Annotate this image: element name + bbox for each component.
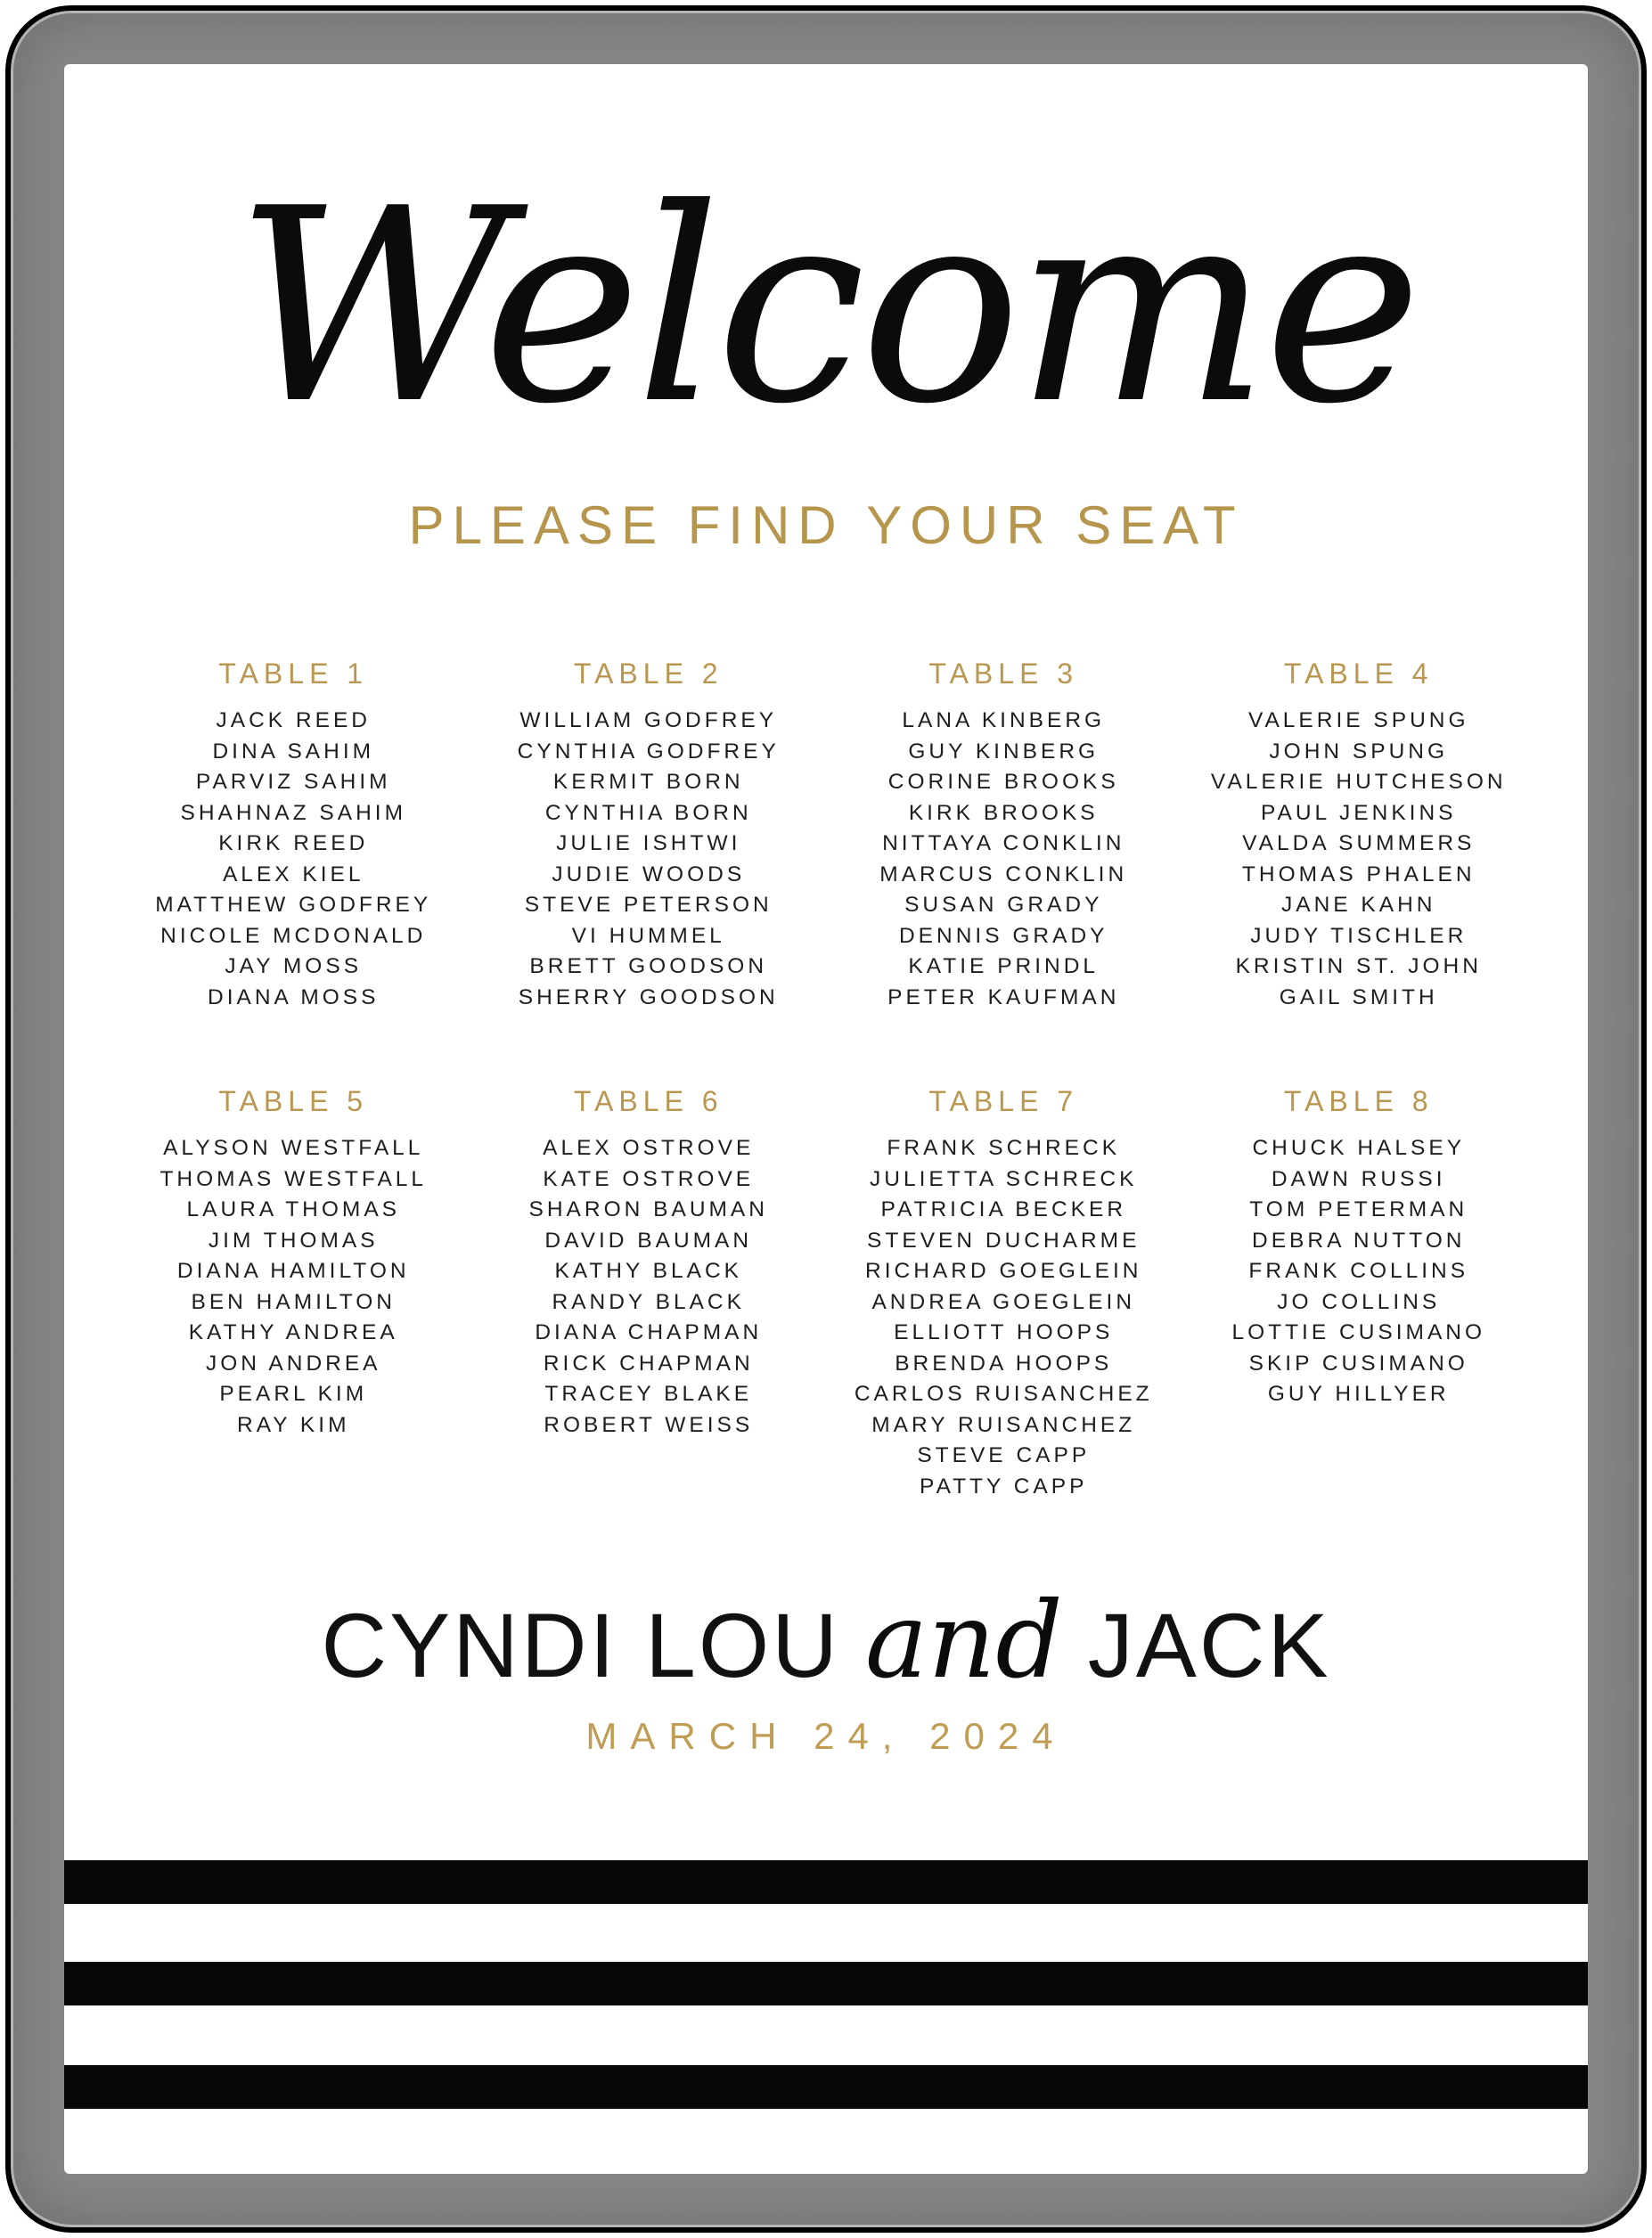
guest-name: DEBRA NUTTON — [1252, 1228, 1466, 1253]
guest-name: ALEX KIEL — [222, 862, 364, 886]
guest-name: PEARL KIM — [219, 1382, 368, 1406]
guest-name: SHAHNAZ SAHIM — [180, 800, 406, 825]
guest-name: RAY KIM — [237, 1412, 350, 1437]
guest-name: NICOLE MCDONALD — [160, 923, 427, 948]
guest-name: JOHN SPUNG — [1269, 739, 1449, 764]
table-group-7 — [826, 1083, 1182, 1502]
guest-name: STEVE CAPP — [917, 1443, 1091, 1467]
guest-name: RICHARD GOEGLEIN — [865, 1259, 1142, 1283]
table-title: TABLE 3 — [928, 658, 1079, 690]
guest-name: CORINE BROOKS — [887, 770, 1119, 794]
guest-name: KIRK REED — [218, 831, 369, 855]
guest-name: PARVIZ SAHIM — [195, 770, 391, 794]
table-group-1 — [116, 656, 471, 1013]
guest-name: KATHY BLACK — [554, 1259, 743, 1283]
guest-name: THOMAS WESTFALL — [159, 1166, 428, 1191]
table-group-4 — [1182, 656, 1537, 1013]
guest-name: LAURA THOMAS — [186, 1197, 400, 1221]
tables-row-2 — [64, 1083, 1588, 1502]
guest-name: NITTAYA CONKLIN — [882, 831, 1125, 855]
guest-name: GUY HILLYER — [1267, 1382, 1450, 1406]
couple-names — [64, 1579, 1588, 1702]
table-title: TABLE 2 — [573, 658, 724, 690]
table-group-8 — [1182, 1083, 1537, 1502]
guest-name: DINA SAHIM — [212, 739, 375, 764]
guest-name: JACK REED — [216, 708, 371, 732]
guest-list — [471, 706, 827, 1013]
guest-name: WILLIAM GODFREY — [519, 708, 778, 732]
guest-name: KATIE PRINDL — [908, 954, 1100, 978]
bottom-stripe-1 — [64, 1860, 1588, 1904]
table-title: TABLE 6 — [573, 1085, 724, 1117]
guest-name: RICK CHAPMAN — [543, 1351, 754, 1376]
poster-page — [64, 64, 1588, 2174]
guest-name: SHARON BAUMAN — [528, 1197, 768, 1221]
guest-name: SHERRY GOODSON — [518, 984, 779, 1009]
guest-name: LOTTIE CUSIMANO — [1231, 1320, 1486, 1344]
guest-name: VALERIE SPUNG — [1247, 708, 1469, 732]
guest-name: ELLIOTT HOOPS — [894, 1320, 1114, 1344]
guest-list — [1182, 1133, 1537, 1410]
guest-name: MARCUS CONKLIN — [879, 862, 1128, 886]
guest-name: PATTY CAPP — [920, 1474, 1088, 1499]
poster-frame — [5, 5, 1647, 2233]
guest-name: BRENDA HOOPS — [895, 1351, 1113, 1376]
guest-name: TRACEY BLAKE — [544, 1382, 753, 1406]
table-title: TABLE 7 — [928, 1085, 1079, 1117]
guest-name: KERMIT BORN — [552, 770, 744, 794]
guest-name: CHUCK HALSEY — [1252, 1136, 1466, 1160]
guest-name: KATHY ANDREA — [188, 1320, 398, 1344]
table-group-5 — [116, 1083, 471, 1502]
table-title: TABLE 5 — [218, 1085, 369, 1117]
guest-name: DIANA CHAPMAN — [535, 1320, 763, 1344]
guest-name: BRETT GOODSON — [529, 954, 768, 978]
guest-name: ALYSON WESTFALL — [163, 1136, 424, 1160]
guest-name: PAUL JENKINS — [1260, 800, 1457, 825]
guest-name: SUSAN GRADY — [904, 893, 1103, 917]
table-title: TABLE 4 — [1283, 658, 1434, 690]
guest-name: JO COLLINS — [1277, 1289, 1441, 1314]
guest-name: GAIL SMITH — [1279, 984, 1438, 1009]
guest-name: LANA KINBERG — [902, 708, 1106, 732]
guest-list — [826, 1133, 1182, 1502]
guest-name: STEVEN DUCHARME — [867, 1228, 1141, 1253]
guest-name: STEVE PETERSON — [524, 893, 773, 917]
guest-name: MARY RUISANCHEZ — [871, 1412, 1136, 1437]
guest-name: FRANK COLLINS — [1248, 1259, 1469, 1283]
guest-name: PETER KAUFMAN — [887, 984, 1120, 1009]
and-script-word: and — [864, 1579, 1063, 1702]
tables-row-1 — [64, 656, 1588, 1013]
guest-name: BEN HAMILTON — [191, 1289, 396, 1314]
table-group-6 — [471, 1083, 827, 1502]
guest-name: ALEX OSTROVE — [543, 1136, 755, 1160]
guest-list — [116, 706, 471, 1013]
guest-name: VI HUMMEL — [571, 923, 725, 948]
guest-name: KATE OSTROVE — [543, 1166, 755, 1191]
guest-name: JAY MOSS — [225, 954, 363, 978]
guest-name: CYNTHIA GODFREY — [517, 739, 780, 764]
bottom-stripe-3 — [64, 2065, 1588, 2109]
table-group-3 — [826, 656, 1182, 1013]
guest-name: DIANA MOSS — [208, 984, 380, 1009]
guest-name: JUDY TISCHLER — [1250, 923, 1468, 948]
event-date: MARCH 24, 2024 — [585, 1715, 1067, 1757]
guest-name: CARLOS RUISANCHEZ — [854, 1382, 1153, 1406]
guest-name: KIRK BROOKS — [908, 800, 1099, 825]
guest-name: ROBERT WEISS — [544, 1412, 754, 1437]
guest-list — [826, 706, 1182, 1013]
guest-name: VALDA SUMMERS — [1242, 831, 1476, 855]
groom-name: JACK — [1087, 1595, 1331, 1696]
table-group-2 — [471, 656, 827, 1013]
guest-name: DIANA HAMILTON — [176, 1259, 410, 1283]
guest-name: SKIP CUSIMANO — [1248, 1351, 1468, 1376]
guest-name: JULIE ISHTWI — [556, 831, 741, 855]
guest-list — [471, 1133, 827, 1441]
guest-list — [1182, 706, 1537, 1013]
guest-name: ANDREA GOEGLEIN — [871, 1289, 1136, 1314]
guest-name: DAWN RUSSI — [1271, 1166, 1446, 1191]
bride-name: CYNDI LOU — [321, 1595, 840, 1696]
guest-name: FRANK SCHRECK — [887, 1136, 1121, 1160]
guest-name: VALERIE HUTCHESON — [1210, 770, 1507, 794]
guest-name: JANE KAHN — [1280, 893, 1436, 917]
guest-name: JIM THOMAS — [208, 1228, 379, 1253]
welcome-script-title: Welcome — [234, 151, 1418, 462]
guest-name: DAVID BAUMAN — [544, 1228, 753, 1253]
find-your-seat-subtitle: PLEASE FIND YOUR SEAT — [408, 495, 1244, 555]
guest-name: THOMAS PHALEN — [1241, 862, 1476, 886]
guest-name: MATTHEW GODFREY — [155, 893, 432, 917]
guest-name: KRISTIN ST. JOHN — [1235, 954, 1482, 978]
guest-name: JUDIE WOODS — [552, 862, 746, 886]
guest-name: CYNTHIA BORN — [544, 800, 752, 825]
table-title: TABLE 8 — [1283, 1085, 1434, 1117]
guest-name: TOM PETERMAN — [1249, 1197, 1468, 1221]
guest-name: JULIETTA SCHRECK — [870, 1166, 1138, 1191]
guest-list — [116, 1133, 471, 1441]
guest-name: DENNIS GRADY — [898, 923, 1108, 948]
guest-name: PATRICIA BECKER — [880, 1197, 1127, 1221]
table-title: TABLE 1 — [218, 658, 369, 690]
bottom-stripe-2 — [64, 1962, 1588, 2005]
guest-name: RANDY BLACK — [552, 1289, 745, 1314]
guest-name: JON ANDREA — [205, 1351, 381, 1376]
guest-name: GUY KINBERG — [908, 739, 1100, 764]
